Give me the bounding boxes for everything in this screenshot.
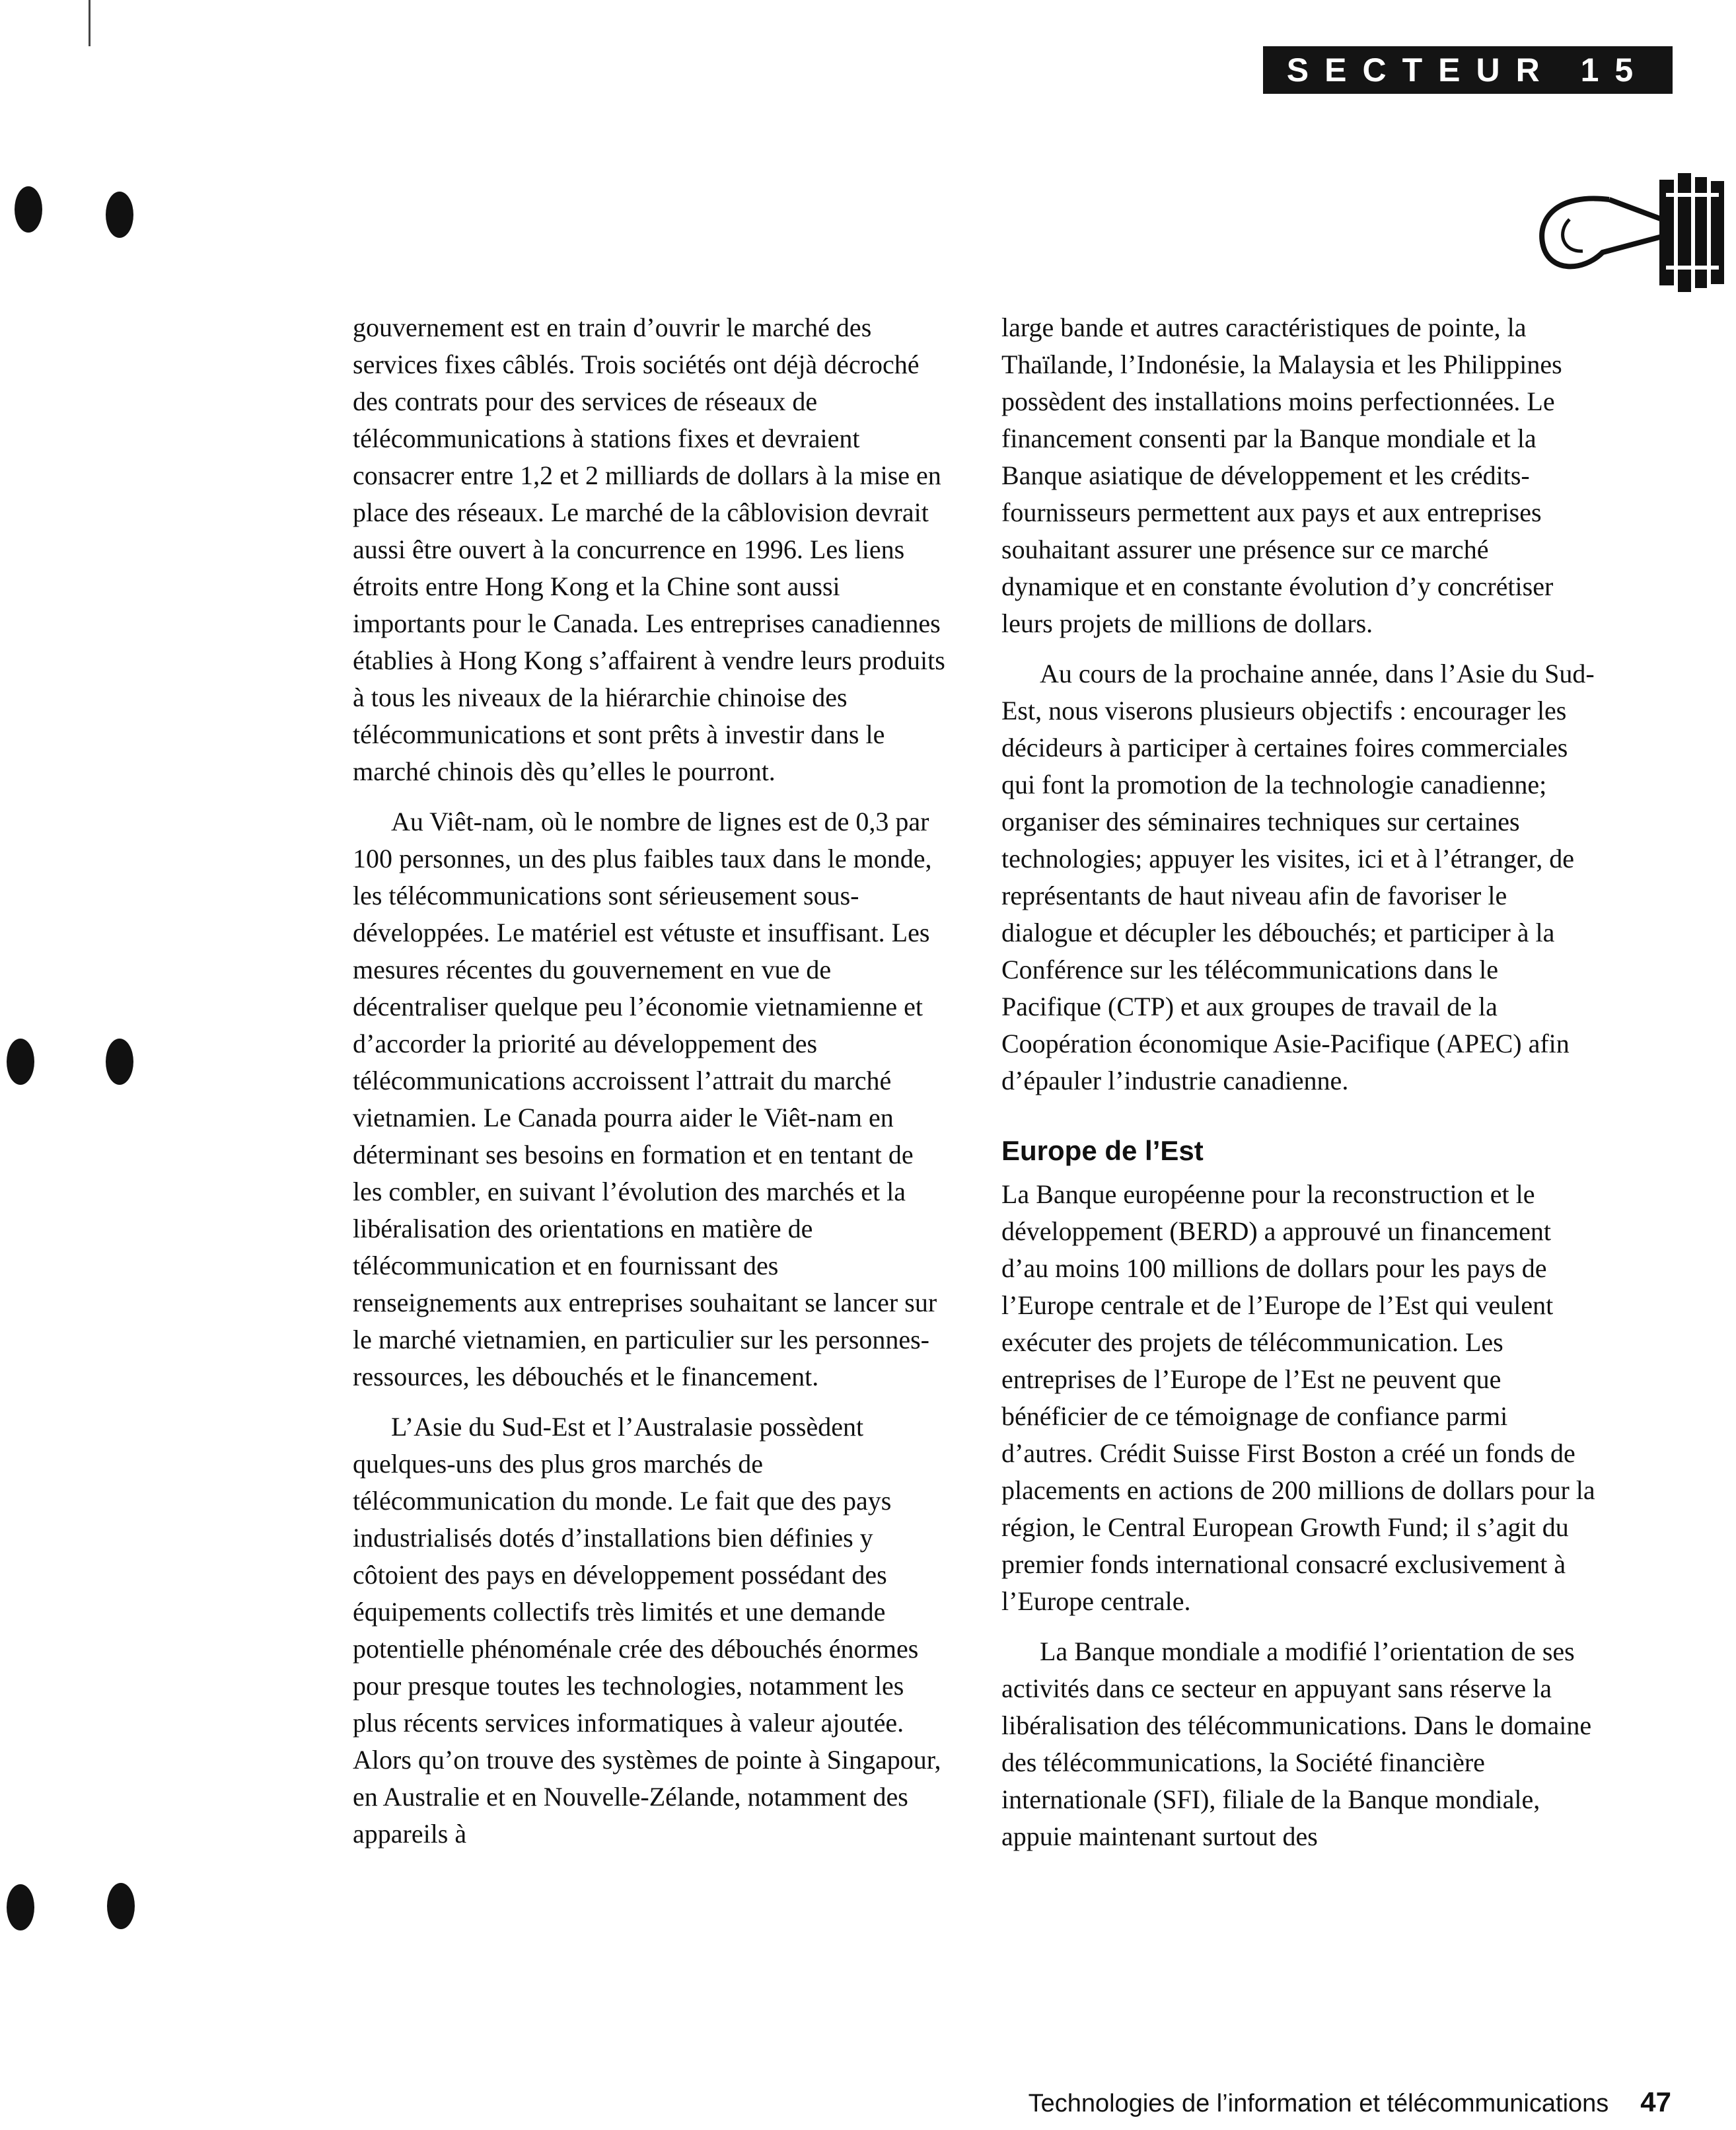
punch-hole-bottom-left [7,1884,34,1930]
left-column [353,309,947,1866]
right-column [1001,309,1596,1868]
punch-hole-top-left [15,186,42,233]
paragraph-objectifs: Au cours de la prochaine année, dans l’Asie du Sud-Est, nous viserons plusieurs objectifs : encourager les décideurs à participer à certaines foires commerciales qui font la promotion de la technologie canadienne; organiser des séminaires techniques sur certaines technologies; appuyer les visites, ici et à l’étranger, de représentants de haut niveau afin de favoriser le dialogue et décupler les débouchés; et participer à la Conférence sur les télécommunications dans le Pacifique (CTP) et aux groupes de travail de la Coopération économique Asie-Pacifique (APEC) afin d’épauler l’industrie canadienne. [1001,659,1595,1095]
scan-edge-line [89,0,90,46]
punch-hole-top-right [106,192,133,238]
binder-clip-icon [1530,173,1728,292]
paragraph-large-bande: large bande et autres caractéristiques de pointe, la Thaïlande, l’Indonésie, la Malaysia et les Philippines possèdent des installations moins perfectionnées. Le financement consenti par la Banque mondiale et la Banque asiatique de développement et les crédits-fournisseurs permettent aux pays et aux entreprises souhaitant assurer une présence sur ce marché dynamique et en constante évolution d’y concrétiser leurs projets de millions de dollars. [1001,312,1562,638]
paragraph-viet-nam: Au Viêt-nam, où le nombre de lignes est de 0,3 par 100 personnes, un des plus faibles taux dans le monde, les télécommunications sont sérieusement sous-développées. Le matériel est vétuste et insuffisant. Les mesures récentes du gouvernement en vue de décentraliser quelque peu l’économie vietnamienne et d’accorder la priorité au développement des télécommunications accroissent l’attrait du marché vietnamien. Le Canada pourra aider le Viêt-nam en déterminant ses besoins en formation et en tentant de les combler, en suivant l’évolution des marchés et la libéralisation des orientations en matière de télécommunication et en fournissant des renseignements aux entreprises souhaitant se lancer sur le marché vietnamien, en particulier sur les personnes-ressources, les débouchés et le financement. [353,807,937,1391]
punch-hole-bottom-right [107,1883,135,1929]
paragraph-hong-kong: gouvernement est en train d’ouvrir le marché des services fixes câblés. Trois sociétés ont déjà décroché des contrats pour des services de réseaux de télécommunications à stations fixes et devraient consacrer entre 1,2 et 2 milliards de dollars à la mise en place des réseaux. Le marché de la câblovision devrait aussi être ouvert à la concurrence en 1996. Les liens étroits entre Hong Kong et la Chine sont aussi importants pour le Canada. Les entreprises canadiennes établies à Hong Kong s’affairent à vendre leurs produits à tous les niveaux de la hiérarchie chinoise des télécommunications et sont prêts à investir dans le marché chinois dès qu’elles le pourront. [353,312,945,786]
paragraph-banque-mondiale: La Banque mondiale a modifié l’orientation de ses activités dans ce secteur en appuyant sans réserve la libéralisation des télécommunications. Dans le domaine des télécommunications, la Société financière internationale (SFI), filiale de la Banque mondiale, appuie maintenant surtout des [1001,1636,1592,1851]
running-title: Technologies de l’information et télécommunications [1028,2090,1609,2117]
paragraph-berd: La Banque européenne pour la reconstruction et le développement (BERD) a approuvé un financement d’au moins 100 millions de dollars pour les pays de l’Europe centrale et de l’Europe de l’Est qui veulent exécuter des projets de télécommunication. Les entreprises de l’Europe de l’Est ne peuvent que bénéficier de ce témoignage de confiance parmi d’autres. Crédit Suisse First Boston a créé un fonds de placements en actions de 200 millions de dollars pour la région, le Central European Growth Fund; il s’agit du premier fonds international consacré exclusivement à l’Europe centrale. [1001,1179,1595,1616]
page-footer [984,2086,1671,2126]
page-number: 47 [1640,2086,1671,2117]
punch-hole-middle-left [7,1039,34,1085]
punch-hole-middle-right [106,1039,133,1085]
paragraph-asie-sud-est: L’Asie du Sud-Est et l’Australasie possèdent quelques-uns des plus gros marchés de télécommunication du monde. Le fait que des pays industrialisés dotés d’installations bien définies y côtoient des pays en développement possédant des équipements collectifs très limités et une demande potentielle phénoménale crée des débouchés énormes pour presque toutes les technologies, notamment les plus récents services informatiques à valeur ajoutée. Alors qu’on trouve des systèmes de pointe à Singapour, en Australie et en Nouvelle-Zélande, notamment des appareils à [353,1412,941,1849]
section-heading-europe-est: Europe de l’Est [1001,1135,1204,1166]
section-banner: SECTEUR 15 [1263,46,1673,94]
